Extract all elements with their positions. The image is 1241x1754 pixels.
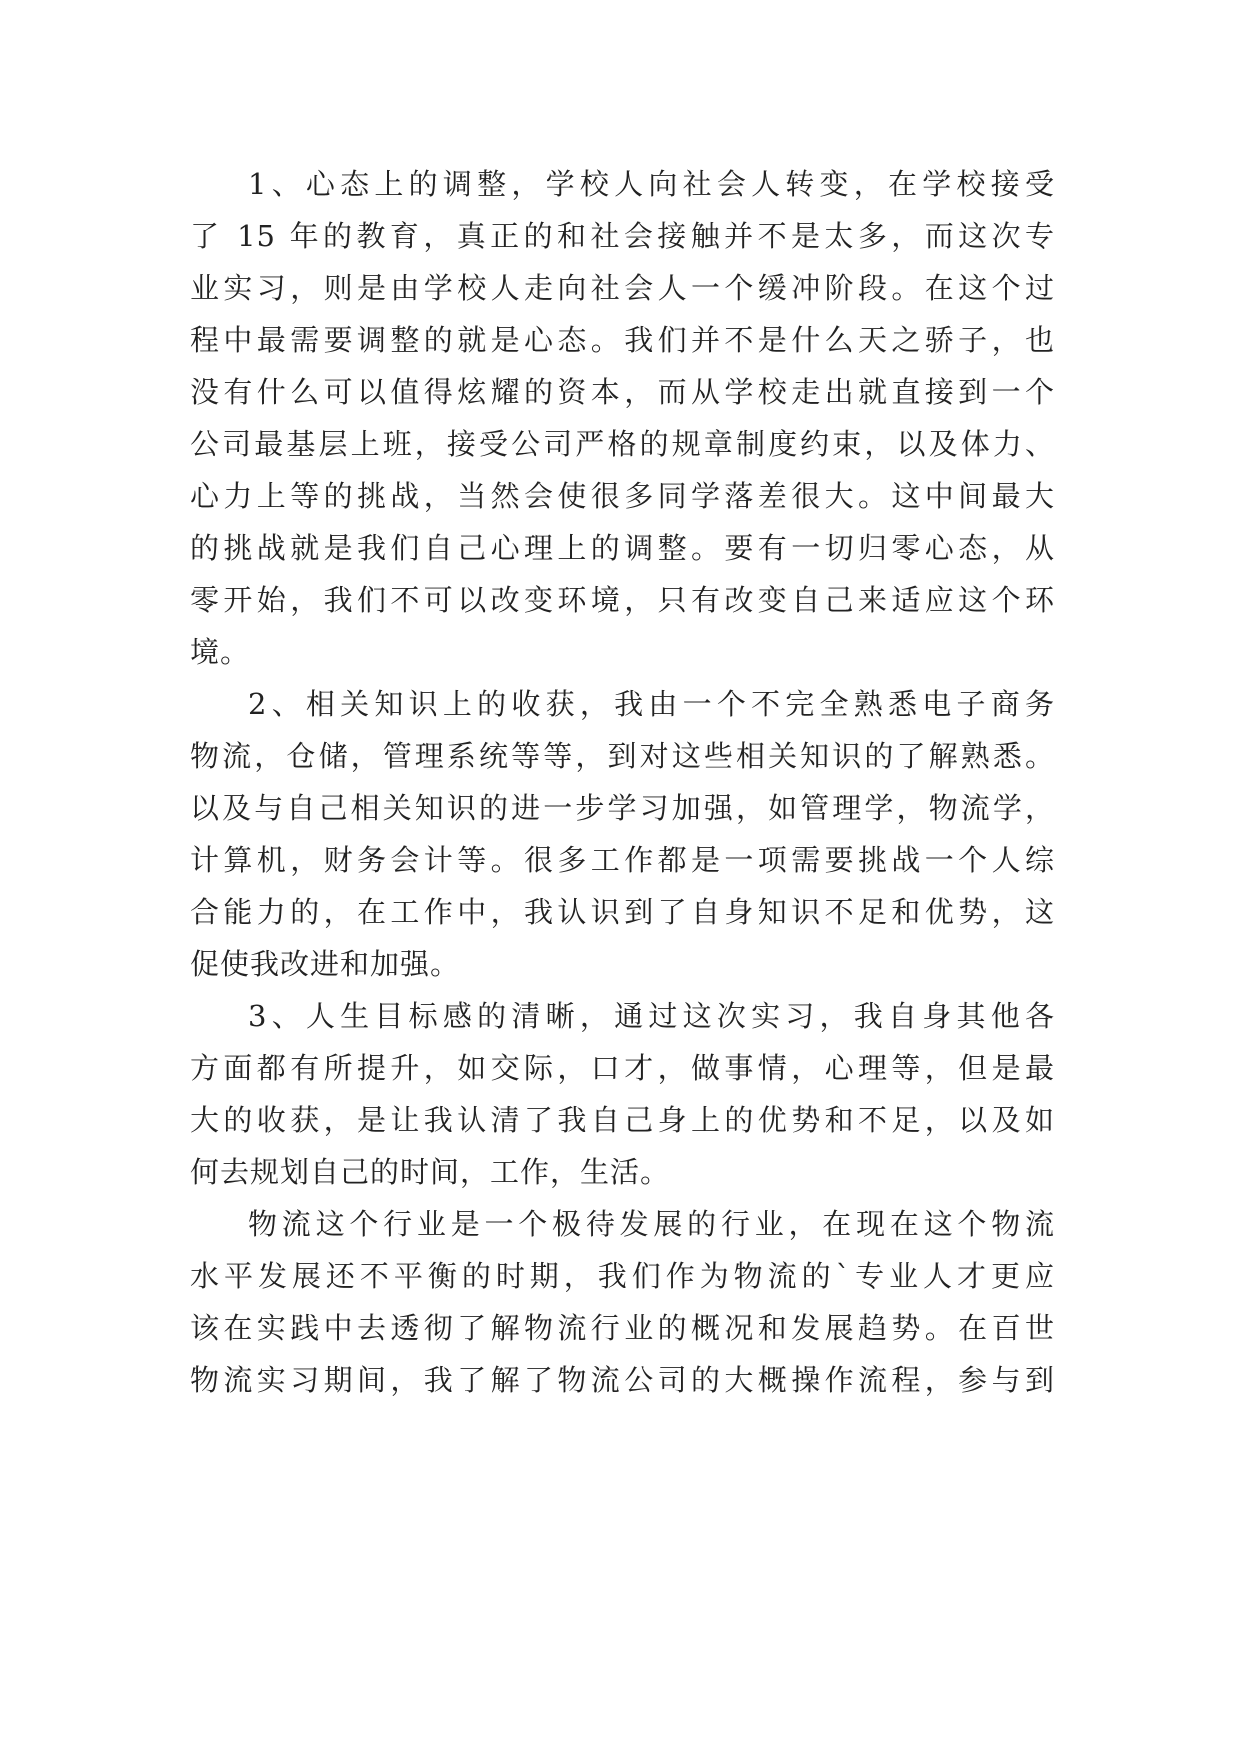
- paragraph-1-line-4: 程中最需要调整的就是心态。我们并不是什么天之骄子，也: [190, 323, 1055, 357]
- paragraph-3-line-4: 何去规划自己的时间，工作，生活。: [190, 1155, 671, 1189]
- paragraph-2-line-5: 合能力的，在工作中，我认识到了自身知识不足和优势，这: [190, 895, 1055, 929]
- paragraph-1-line-2: 了 15 年的教育，真正的和社会接触并不是太多，而这次专: [190, 219, 1055, 253]
- paragraph-3-line-2: 方面都有所提升，如交际，口才，做事情，心理等，但是最: [190, 1051, 1055, 1085]
- paragraph-3-line-1: 3、人生目标感的清晰，通过这次实习，我自身其他各: [248, 999, 1055, 1033]
- paragraph-4-line-4: 物流实习期间，我了解了物流公司的大概操作流程，参与到: [190, 1363, 1055, 1397]
- paragraph-2-line-3: 以及与自己相关知识的进一步学习加强，如管理学，物流学，: [190, 791, 1055, 825]
- paragraph-4-line-1: 物流这个行业是一个极待发展的行业，在现在这个物流: [248, 1207, 1055, 1241]
- paragraph-1-line-1: 1、心态上的调整，学校人向社会人转变，在学校接受: [248, 167, 1055, 201]
- paragraph-1-line-5: 没有什么可以值得炫耀的资本，而从学校走出就直接到一个: [190, 375, 1055, 409]
- paragraph-2-line-6: 促使我改进和加强。: [190, 947, 461, 981]
- paragraph-1-line-6: 公司最基层上班，接受公司严格的规章制度约束，以及体力、: [190, 427, 1055, 461]
- paragraph-4-line-3: 该在实践中去透彻了解物流行业的概况和发展趋势。在百世: [190, 1311, 1055, 1345]
- paragraph-1-line-9: 零开始，我们不可以改变环境，只有改变自己来适应这个环: [190, 583, 1055, 617]
- paragraph-1-line-10: 境。: [190, 635, 251, 669]
- paragraph-4-line-2: 水平发展还不平衡的时期，我们作为物流的`专业人才更应: [190, 1259, 1055, 1293]
- paragraph-3-line-3: 大的收获，是让我认清了我自己身上的优势和不足，以及如: [190, 1103, 1055, 1137]
- paragraph-2-line-4: 计算机，财务会计等。很多工作都是一项需要挑战一个人综: [190, 843, 1055, 877]
- document-body: [190, 158, 1055, 1406]
- paragraph-2-line-2: 物流，仓储，管理系统等等，到对这些相关知识的了解熟悉。: [190, 739, 1055, 773]
- paragraph-1-line-7: 心力上等的挑战，当然会使很多同学落差很大。这中间最大: [190, 479, 1055, 513]
- paragraph-1-line-3: 业实习，则是由学校人走向社会人一个缓冲阶段。在这个过: [190, 271, 1055, 305]
- paragraph-1-line-8: 的挑战就是我们自己心理上的调整。要有一切归零心态，从: [190, 531, 1055, 565]
- paragraph-2-line-1: 2、相关知识上的收获，我由一个不完全熟悉电子商务: [248, 687, 1055, 721]
